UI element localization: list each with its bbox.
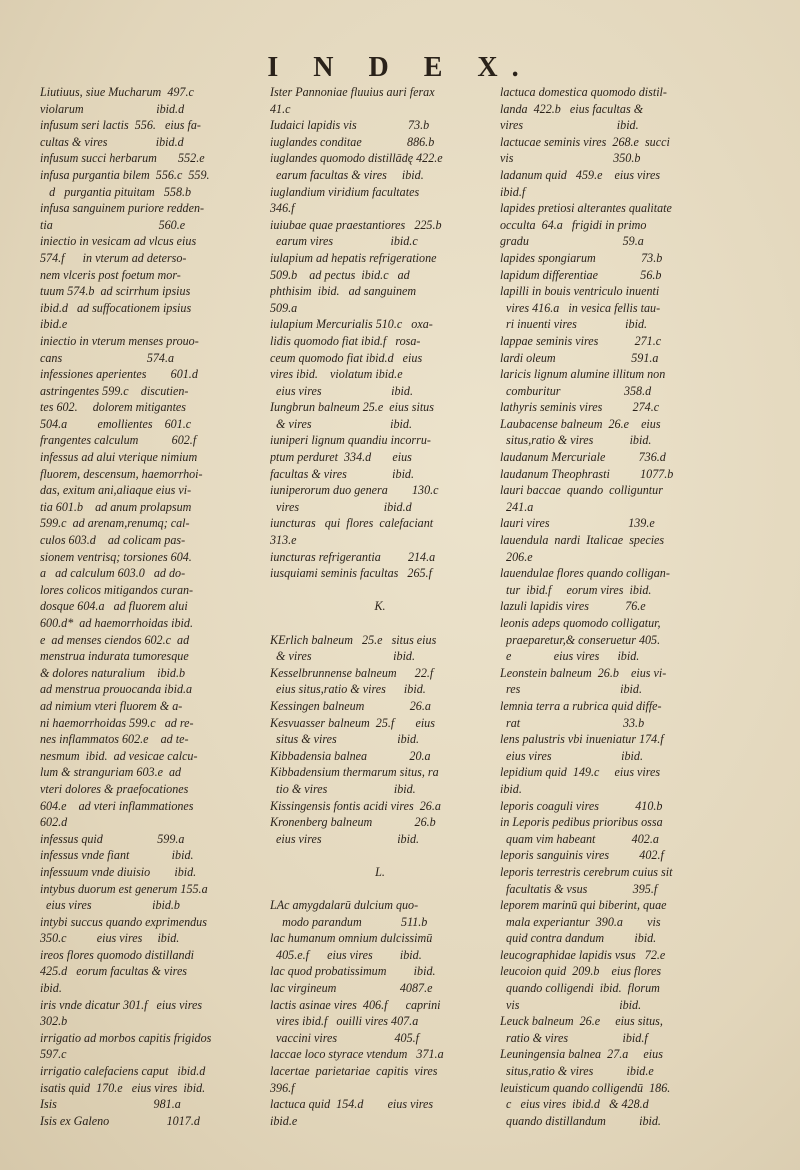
index-entry-line: ladanum quid 459.e eius vires (500, 167, 661, 182)
index-entry-line: infusum succi herbarum 552.e (40, 151, 205, 166)
index-entry-line: comburitur 358.d (500, 383, 652, 398)
index-entry-line: 405.e.f eius vires ibid. (270, 947, 422, 962)
index-entry-line: 599.c ad arenam,renumq; cal- (40, 516, 190, 531)
index-entry-line: lactucae seminis vires 268.e succi (500, 134, 670, 149)
index-entry-line: 425.d eorum facultas & vires (40, 964, 188, 979)
index-entry-line: quid contra dandum ibid. (500, 931, 657, 946)
index-entry-line: res ibid. (500, 682, 642, 697)
index-entry-line: facultatis & vsus 395.f (500, 881, 658, 896)
index-entry-line: lens palustris vbi inueniatur 174.f (500, 732, 664, 747)
index-column-1 (40, 84, 258, 1129)
index-entry-line: vires ibid. (500, 118, 639, 133)
index-entry-line: ibid.d ad suffocationem ipsius (40, 300, 192, 315)
index-entry-line: Isis ex Galeno 1017.d (40, 1113, 200, 1128)
index-entry-line: lauendulae flores quando colligan- (500, 566, 670, 581)
index-entry-line: fluorem, descensum, haemorrhoi- (40, 466, 203, 481)
index-entry-line: 574.f in vterum ad deterso- (40, 250, 187, 265)
index-entry-line: irrigatio ad morbos capitis frigidos (40, 1030, 212, 1045)
index-entry-line: vis 350.b (500, 151, 641, 166)
index-entry-line: vires 416.a in vesica fellis tau- (500, 300, 661, 315)
index-entry-line: 206.e (500, 549, 533, 564)
index-entry-line: ad nimium vteri fluorem & a- (40, 698, 183, 713)
index-entry-line (270, 847, 490, 864)
index-entry-line: 350.c eius vires ibid. (40, 931, 180, 946)
index-entry-line: vires ibid.f ouilli vires 407.a (270, 1014, 419, 1029)
index-entry-line: leporis sanguinis vires 402.f (500, 848, 664, 863)
index-entry-line: infusum seri lactis 556. eius fa- (40, 118, 201, 133)
index-entry-line: 313.e (270, 533, 297, 548)
index-entry-line: ri inuenti vires ibid. (500, 317, 648, 332)
index-entry-line: iuncturas qui flores calefaciant (270, 516, 434, 531)
index-entry-line: situs & vires ibid. (270, 732, 420, 747)
index-entry-line: 302.b (40, 1014, 68, 1029)
index-entry-line: tes 602. dolorem mitigantes (40, 400, 187, 415)
section-letter: K. (374, 599, 386, 614)
index-entry-line: lauri vires 139.e (500, 516, 655, 531)
index-entry-line: Liutiuus, siue Mucharum 497.c (40, 85, 194, 99)
index-entry-line: lactis asinae vires 406.f caprini (270, 997, 441, 1012)
index-entry-line: iulapium Mercurialis 510.c oxa- (270, 317, 433, 332)
index-column-2 (270, 84, 490, 1129)
index-entry-line: eius vires ibid. (500, 748, 643, 763)
index-entry-line: frangentes calculum 602.f (40, 433, 197, 448)
index-entry-line (270, 615, 490, 632)
index-entry-line: leucoion quid 209.b eius flores (500, 964, 662, 979)
index-entry-line: Leonstein balneum 26.b eius vi- (500, 665, 667, 680)
index-entry-line: nes inflammatos 602.e ad te- (40, 732, 189, 747)
index-entry-line: Ister Pannoniae fluuius auri ferax (270, 85, 435, 99)
index-entry-line: das, exitum ani,aliaque eius vi- (40, 483, 192, 498)
index-entry-line: 600.d* ad haemorrhoidas ibid. (40, 616, 193, 630)
index-entry-line: landa 422.b eius facultas & (500, 101, 644, 116)
index-entry-line: ni haemorrhoidas 599.c ad re- (40, 715, 194, 730)
index-entry-line: laccae loco styrace vtendum 371.a (270, 1047, 444, 1062)
index-entry-line: ibid.e (270, 1113, 298, 1128)
index-entry-line: leuisticum quando colligendū 186. (500, 1080, 671, 1095)
index-entry-line: leporis terrestris cerebrum cuius sit (500, 864, 673, 879)
index-entry-line: 346.f (270, 201, 295, 216)
index-entry-line: infusa purgantia bilem 556.c 559. (40, 167, 210, 182)
index-entry-line: lidis quomodo fiat ibid.f rosa- (270, 333, 421, 348)
index-entry-line: 597.c (40, 1047, 67, 1062)
index-entry-line: 41.c (270, 101, 291, 116)
index-entry-line: infessus ad alui vterique nimium (40, 450, 198, 465)
index-entry-line: e eius vires ibid. (500, 649, 640, 664)
index-entry-line: & vires ibid. (270, 416, 412, 431)
index-entry-line: eius vires ibid. (270, 383, 413, 398)
index-entry-line: lapides pretiosi alterantes qualitate (500, 201, 672, 216)
index-entry-line: Laubacense balneum 26.e eius (500, 416, 661, 431)
index-entry-line: vaccini vires 405.f (270, 1030, 420, 1045)
index-entry-line: earum facultas & vires ibid. (270, 167, 424, 182)
index-entry-line: ceum quomodo fiat ibid.d eius (270, 350, 423, 365)
index-entry-line: e ad menses ciendos 602.c ad (40, 632, 190, 647)
index-column-3 (500, 84, 732, 1129)
index-entry-line: 602.d (40, 815, 68, 830)
index-entry-line: eius situs,ratio & vires ibid. (270, 682, 426, 697)
index-entry-line: cans 574.a (40, 350, 175, 365)
index-entry-line (270, 582, 490, 599)
index-entry-line: 396.f (270, 1080, 295, 1095)
index-entry-line: vteri dolores & praefocationes (40, 781, 189, 796)
index-entry-line: laudanum Mercuriale 736.d (500, 450, 666, 465)
index-entry-line: 509.b ad pectus ibid.c ad (270, 267, 410, 282)
index-entry-line: tio & vires ibid. (270, 781, 416, 796)
index-entry-line: 509.a (270, 300, 298, 315)
index-entry-line: lemnia terra a rubrica quid diffe- (500, 698, 662, 713)
index-entry-line: infessuum vnde diuisio ibid. (40, 864, 197, 879)
index-entry-line: vis ibid. (500, 997, 642, 1012)
index-entry-line: leporem marinū qui biberint, quae (500, 898, 667, 913)
index-entry-line: Leuck balneum 26.e eius situs, (500, 1014, 663, 1029)
index-entry-line: Kronenberg balneum 26.b (270, 815, 436, 830)
index-entry-line: nesmum ibid. ad vesicae calcu- (40, 748, 198, 763)
index-entry-line: dosque 604.a ad fluorem alui (40, 599, 188, 614)
index-entry-line: leonis adeps quomodo colligatur, (500, 616, 661, 630)
index-entry-line: situs,ratio & vires ibid. (500, 433, 652, 448)
index-entry-line: a ad calculum 603.0 ad do- (40, 566, 186, 581)
index-entry-line: lazuli lapidis vires 76.e (500, 599, 646, 614)
index-entry-line: Kesselbrunnense balneum 22.f (270, 665, 434, 680)
index-entry-line: lapidum differentiae 56.b (500, 267, 662, 282)
index-entry-line: 241.a (500, 499, 534, 514)
index-entry-line: eius vires ibid. (270, 831, 420, 846)
index-entry-line: tia 560.e (40, 217, 186, 232)
index-entry-line: quando colligendi ibid. florum (500, 981, 660, 996)
index-entry-line: leporis coaguli vires 410.b (500, 798, 663, 813)
index-entry-line: praeparetur,& conseruetur 405. (500, 632, 661, 647)
index-entry-line: infusa sanguinem puriore redden- (40, 201, 205, 216)
index-entry-line: lapilli in bouis ventriculo inuenti (500, 284, 660, 299)
index-entry-line: ibid.f (500, 184, 526, 199)
index-entry-line: facultas & vires ibid. (270, 466, 414, 481)
index-entry-line: c eius vires ibid.d & 428.d (500, 1097, 649, 1112)
index-entry-line: iris vnde dicatur 301.f eius vires (40, 997, 203, 1012)
index-entry-line: rat 33.b (500, 715, 645, 730)
index-entry-line: lac quod probatissimum ibid. (270, 964, 436, 979)
index-entry-line: lauendula nardi Italicae species (500, 533, 665, 548)
index-entry-line: laudanum Theophrasti 1077.b (500, 466, 674, 481)
index-entry-line: lores colicos mitigandos curan- (40, 582, 194, 597)
index-entry-line: iuglandium viridium facultates (270, 184, 420, 199)
index-entry-line: gradu 59.a (500, 234, 644, 249)
index-entry-line: LAc amygdalarū dulcium quo- (270, 898, 419, 913)
index-entry-line: ptum perduret 334.d eius (270, 450, 412, 465)
index-entry-line: in Leporis pedibus prioribus ossa (500, 815, 663, 830)
index-entry-line: sionem ventrisq; torsiones 604. (40, 549, 192, 564)
index-entry-line: infessus vnde fiant ibid. (40, 848, 194, 863)
index-entry-line: Iungbrun balneum 25.e eius situs (270, 400, 434, 415)
index-entry-line: Kesvuasser balneum 25.f eius (270, 715, 435, 730)
index-entry-line: vires ibid. violatum ibid.e (270, 367, 403, 382)
index-entry-line (270, 881, 490, 898)
index-entry-line: iuniperi lignum quandiu incorru- (270, 433, 431, 448)
index-entry-line: astringentes 599.c discutien- (40, 383, 189, 398)
index-entry-line: d purgantia pituitam 558.b (40, 184, 192, 199)
index-entry-line: violarum ibid.d (40, 101, 185, 116)
index-entry-line: Kibbadensium thermarum situs, ra (270, 765, 439, 780)
index-entry-line: ireos flores quomodo distillandi (40, 947, 194, 962)
index-entry-line: 504.a emollientes 601.c (40, 416, 192, 431)
index-entry-line: modo parandum 511.b (270, 914, 428, 929)
index-entry-line: ibid. (40, 981, 62, 996)
index-entry-line: & vires ibid. (270, 649, 416, 664)
index-entry-line: mala experiantur 390.a vis (500, 914, 661, 929)
index-entry-line: ad menstrua prouocanda ibid.a (40, 682, 193, 697)
section-letter: L. (375, 864, 385, 879)
index-entry-line: iuiubae quae praestantiores 225.b (270, 217, 442, 232)
index-entry-line: Leuningensia balnea 27.a eius (500, 1047, 663, 1062)
index-entry-line: lathyris seminis vires 274.c (500, 400, 660, 415)
index-entry-line: Kessingen balneum 26.a (270, 698, 431, 713)
index-entry-line: eius vires ibid.b (40, 898, 180, 913)
index-entry-line: lacertae parietariae capitis vires (270, 1064, 438, 1079)
index-entry-line: isatis quid 170.e eius vires ibid. (40, 1080, 206, 1095)
index-entry-line: situs,ratio & vires ibid.e (500, 1064, 654, 1079)
index-entry-line: leucographidae lapidis vsus 72.e (500, 947, 666, 962)
index-entry-line: Iudaici lapidis vis 73.b (270, 118, 430, 133)
index-entry-line: irrigatio calefaciens caput ibid.d (40, 1064, 206, 1079)
index-entry-line: iuglandes quomodo distillādę 422.e (270, 151, 443, 166)
index-entry-line: ibid.e (40, 317, 68, 332)
index-entry-line: KErlich balneum 25.e situs eius (270, 632, 437, 647)
index-entry-line: culos 603.d ad colicam pas- (40, 533, 186, 548)
index-entry-line: Kissingensis fontis acidi vires 26.a (270, 798, 441, 813)
index-entry-line: 604.e ad vteri inflammationes (40, 798, 194, 813)
index-entry-line: lactuca quid 154.d eius vires (270, 1097, 434, 1112)
index-entry-line: tur ibid.f eorum vires ibid. (500, 582, 652, 597)
index-entry-line: phthisim ibid. ad sanguinem (270, 284, 417, 299)
index-entry-line: iulapium ad hepatis refrigeratione (270, 250, 437, 265)
index-entry-line: ratio & vires ibid.f (500, 1030, 648, 1045)
index-entry-line: earum vires ibid.c (270, 234, 418, 249)
index-entry-line: nem vlceris post foetum mor- (40, 267, 181, 282)
index-entry-line: lappae seminis vires 271.c (500, 333, 662, 348)
index-entry-line: cultas & vires ibid.d (40, 134, 184, 149)
index-entry-line: vires ibid.d (270, 499, 412, 514)
index-entry-line: tuum 574.b ad scirrhum ipsius (40, 284, 191, 299)
index-entry-line: iniectio in vterum menses prouo- (40, 333, 199, 348)
index-entry-line: lauri baccae quando colliguntur (500, 483, 663, 498)
index-entry-line: Isis 981.a (40, 1097, 181, 1112)
index-entry-line: laricis lignum alumine illitum non (500, 367, 666, 382)
index-entry-line: Kibbadensia balnea 20.a (270, 748, 431, 763)
index-entry-line: menstrua indurata tumoresque (40, 649, 189, 664)
index-entry-line: quam vim habeant 402.a (500, 831, 659, 846)
index-entry-line: iusquiami seminis facultas 265.f (270, 566, 432, 581)
index-entry-line: & dolores naturalium ibid.b (40, 665, 186, 680)
index-entry-line: lardi oleum 591.a (500, 350, 659, 365)
index-entry-line: lapides spongiarum 73.b (500, 250, 663, 265)
index-entry-line: lac humanum omnium dulcissimū (270, 931, 433, 946)
index-entry-line: iuglandes conditae 886.b (270, 134, 435, 149)
index-entry-line: lactuca domestica quomodo distil- (500, 85, 667, 99)
page-title: I N D E X. (267, 52, 533, 83)
index-entry-line: lac virgineum 4087.e (270, 981, 433, 996)
index-entry-line: iniectio in vesicam ad vlcus eius (40, 234, 197, 249)
index-entry-line: infessiones aperientes 601.d (40, 367, 198, 382)
index-entry-line: intybus duorum est generum 155.a (40, 881, 208, 896)
index-entry-line: iuncturas refrigerantia 214.a (270, 549, 436, 564)
index-entry-line: iuniperorum duo genera 130.c (270, 483, 439, 498)
index-entry-line: lepidium quid 149.c eius vires (500, 765, 661, 780)
index-entry-line: occulta 64.a frigidi in primo (500, 217, 647, 232)
index-entry-line: ibid. (500, 781, 522, 796)
index-entry-line: tia 601.b ad anum prolapsum (40, 499, 192, 514)
index-entry-line: intybi succus quando exprimendus (40, 914, 207, 929)
index-entry-line: lum & stranguriam 603.e ad (40, 765, 182, 780)
index-entry-line: quando distillandum ibid. (500, 1113, 661, 1128)
index-entry-line: infessus quid 599.a (40, 831, 185, 846)
